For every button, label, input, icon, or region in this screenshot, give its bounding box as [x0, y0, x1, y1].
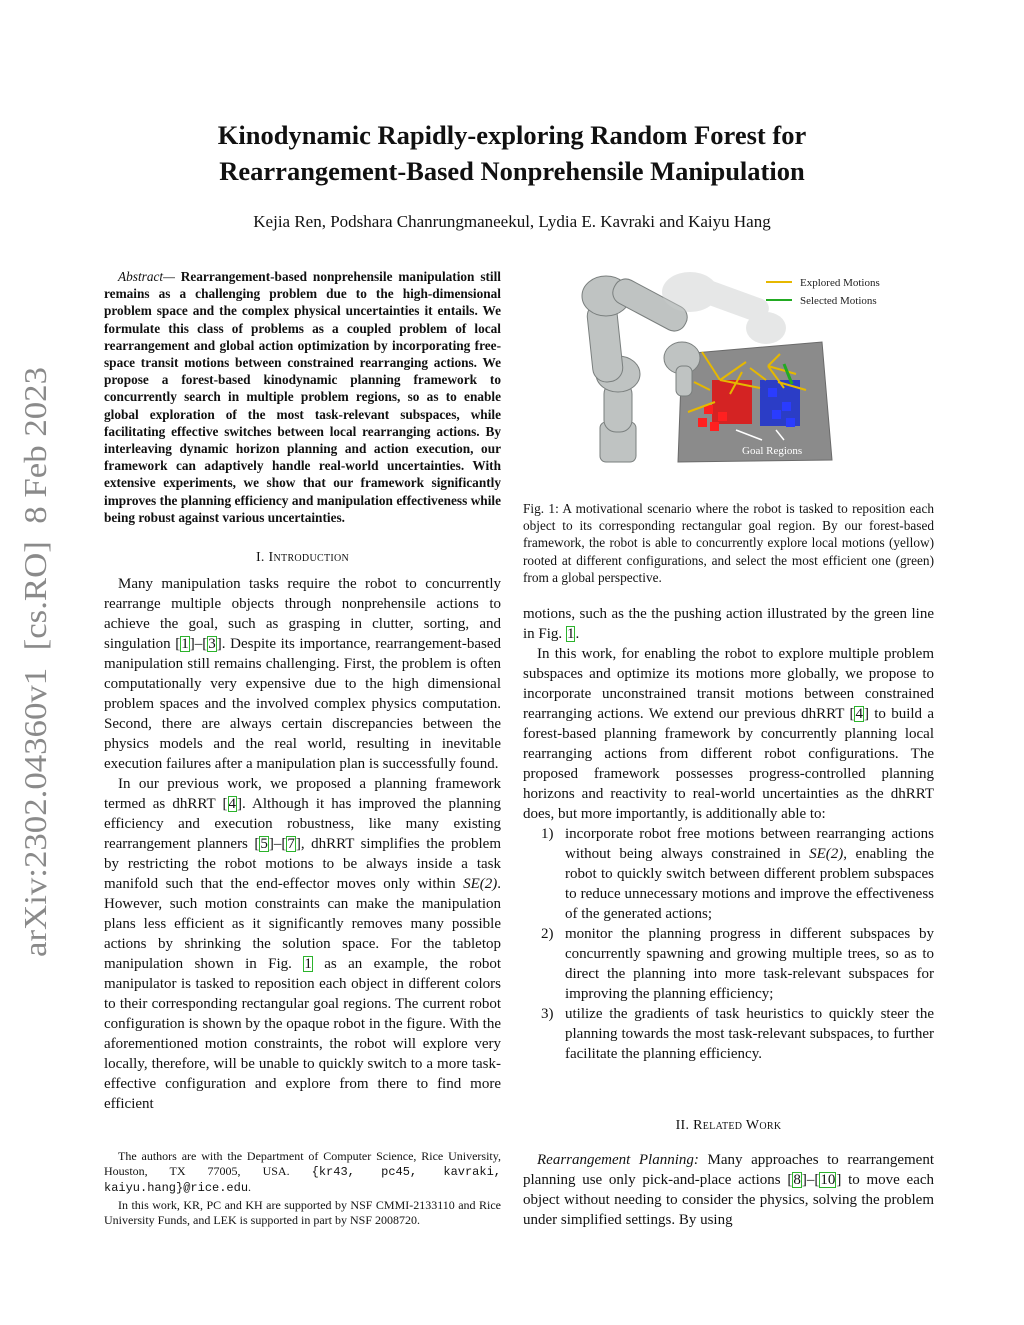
arxiv-identifier-text: arXiv:2302.04360v1 [cs.RO] 8 Feb 2023	[17, 414, 53, 957]
math-se2: SE(2)	[809, 846, 844, 862]
footnotes	[104, 1149, 501, 1228]
title-line-2: Rearrangement-Based Nonprehensile Manipulation	[219, 156, 805, 186]
section-title-related-work: Related Work	[693, 1118, 782, 1133]
abstract: Abstract— Rearrangement-based nonprehensile manipulation still remains as a challenging problem due to the high-dimensional problem space and the complex physical uncertainties it entails. We formulate this class of problems as a coupled problem of local rearrangement and global action optimization by incorporating free-space transit motions between constrained rearranging actions. We propose a forest-based kinodynamic planning framework to concurrently search in multiple problem regions, so as to enable global exploration of the most task-relevant subspaces, while facilitating effective switches between local rearranging actions. By interleaving dynamic horizon planning and action execution, our framework can adaptively handle real-world uncertainties. With extensive experiments, we show that our framework significantly improves the planning efficiency and manipulation effectiveness while being robust against various uncertainties.	[104, 269, 502, 525]
citation-link[interactable]: 10	[820, 1172, 836, 1188]
section-heading-related-work: II. Related Work	[675, 1118, 782, 1133]
footnote-affiliation: The authors are with the Department of Computer Science, Rice University, Houston, TX 77005, USA. {kr43, pc45, kavraki, kaiyu.hang}@rice.edu.	[104, 1149, 501, 1195]
legend-explored-label: Explored Motions	[800, 277, 880, 289]
citation-link[interactable]: 7	[287, 836, 295, 852]
citation-link[interactable]: 3	[208, 636, 216, 652]
citation-link[interactable]: 1	[181, 636, 189, 652]
citation-link[interactable]: 5	[260, 836, 268, 852]
abstract-label: Abstract	[118, 269, 164, 284]
intro-paragraph-3: In this work, for enabling the robot to explore multiple problem subspaces and optimize its motions more globally, we propose to incorporate unconstrained transit motions between constrained rearranging actions. We extend our previous dhRRT [4] to build a forest-based planning framework by concurrently planning local rearranging actions from different robot configurations. The proposed framework possesses progress-controlled planning horizons and reactivity to real-world uncertainties as the dhRRT does, but more importantly, is additionally able to:	[523, 646, 934, 822]
paper-title	[100, 117, 924, 189]
contribution-item-2: 2) monitor the planning progress in different subspaces by concurrently spawning and growing multiple trees, so as to direct the planning into more task-relevant subspaces for improving the planning efficiency;	[541, 926, 934, 1002]
figure-link[interactable]: 1	[304, 956, 312, 972]
citation-link[interactable]: 4	[228, 796, 237, 812]
footnote-funding: In this work, KR, PC and KH are supported by NSF CMMI-2133110 and Rice University Funds, and LEK is supported in part by NSF 2008720.	[104, 1198, 501, 1227]
contribution-item-1: 1) incorporate robot free motions between rearranging actions without being always constrained in SE(2), enabling the robot to quickly switch between different problem subspaces to reduce unnecessary motions and improve the effectiveness of the generated actions;	[541, 826, 935, 922]
figure-1-caption: Fig. 1: A motivational scenario where the robot is tasked to reposition each object to its corresponding rectangular goal region. By our forest-based framework, the robot is able to concurrently explore local motions (yellow) rooted at different configurations, and select the most efficient one (green) from a global perspective.	[523, 501, 934, 585]
author-list: Kejia Ren, Podshara Chanrungmaneekul, Lydia E. Kavraki and Kaiyu Hang	[253, 212, 771, 231]
section-title-introduction: Introduction	[268, 550, 350, 565]
author-emails: {kr43, pc45, kavraki, kaiyu.hang}@rice.edu	[104, 1165, 501, 1195]
intro-paragraph-1: Many manipulation tasks require the robot to concurrently rearrange multiple objects through nonprehensile actions to achieve the goal, such as grasping in clutter, sorting, and singulation [1]–[3]. Despite its importance, rearrangement-based manipulation still remains challenging. First, the problem is often computationally very expensive due to the high dimensional problem spaces and the involved complex physics computation. Second, there are always certain discrepancies between the physics models and the real world, resulting in inevitable execution failures after a manipulation plan is successfully found.	[104, 576, 501, 772]
legend-selected-label: Selected Motions	[800, 295, 877, 307]
right-column-body	[523, 604, 934, 1064]
math-se2: SE(2)	[463, 876, 498, 892]
citation-link[interactable]: 4	[855, 706, 863, 722]
table-surface	[678, 342, 832, 462]
section-heading-introduction: I. Introduction	[255, 550, 350, 565]
arxiv-identifier	[14, 365, 56, 960]
related-work-section	[523, 1116, 934, 1230]
abstract-text: Rearrangement-based nonprehensile manipulation still remains as a challenging problem due to the high-dimensional problem space and the complex physical uncertainties it entails. We formulate this class of problems as a coupled problem of local rearrangement and global action optimization by incorporating free-space transit motions between constrained rearranging actions. We propose a forest-based kinodynamic planning framework to concurrently search in multiple problem regions, so as to enable global exploration of the most task-relevant subspaces, while facilitating effective switches between local rearranging actions. By interleaving dynamic horizon planning and action execution, our framework can adaptively handle real-world uncertainties. With extensive experiments, we show that our framework significantly improves the planning efficiency and manipulation effectiveness while being robust against various uncertainties.	[104, 269, 502, 525]
related-work-paragraph-1: Rearrangement Planning: Many approaches to rearrangement planning use only pick-and-place actions [8]–[10] to move each object without needing to consider the physics, solving the problem under simplified settings. By using	[523, 1152, 935, 1228]
intro-paragraph-2: In our previous work, we proposed a planning framework termed as dhRRT [4]. Although it has improved the planning efficiency and execution robustness, like many existing rearrangement planners [5]–[7], dhRRT simplifies the problem by restricting the robot motions to be always inside a task manifold such that the end-effector moves only within SE(2). However, such motion constraints can make the manipulation plans less efficient as it significantly removes many possible actions by shrinking the solution space. For the tabletop manipulation shown in Fig. 1 as an example, the robot manipulator is tasked to reposition each object in different colors to their corresponding rectangular goal regions. The current robot configuration is shown by the opaque robot in the figure. With the aforementioned motion constraints, the robot will explore very locally, therefore, will be unable to quickly switch to a more task-effective configuration and explore from there to find more efficient	[104, 776, 501, 1112]
citation-link[interactable]: 8	[793, 1172, 801, 1188]
paragraph-label: Rearrangement Planning:	[537, 1152, 699, 1168]
figure-1	[570, 262, 910, 472]
intro-continuation: motions, such as the the pushing action illustrated by the green line in Fig. 1.	[523, 606, 934, 642]
figure-link[interactable]: 1	[566, 626, 575, 642]
contribution-list	[523, 824, 934, 1064]
contribution-item-3: 3) utilize the gradients of task heuristics to quickly steer the planning towards the most task-relevant subspaces, to further facilitate the planning efficiency.	[541, 1006, 934, 1062]
introduction-section	[104, 548, 501, 1114]
title-line-1: Kinodynamic Rapidly-exploring Random Forest for	[217, 120, 807, 150]
goal-regions-label: Goal Regions	[742, 445, 803, 457]
